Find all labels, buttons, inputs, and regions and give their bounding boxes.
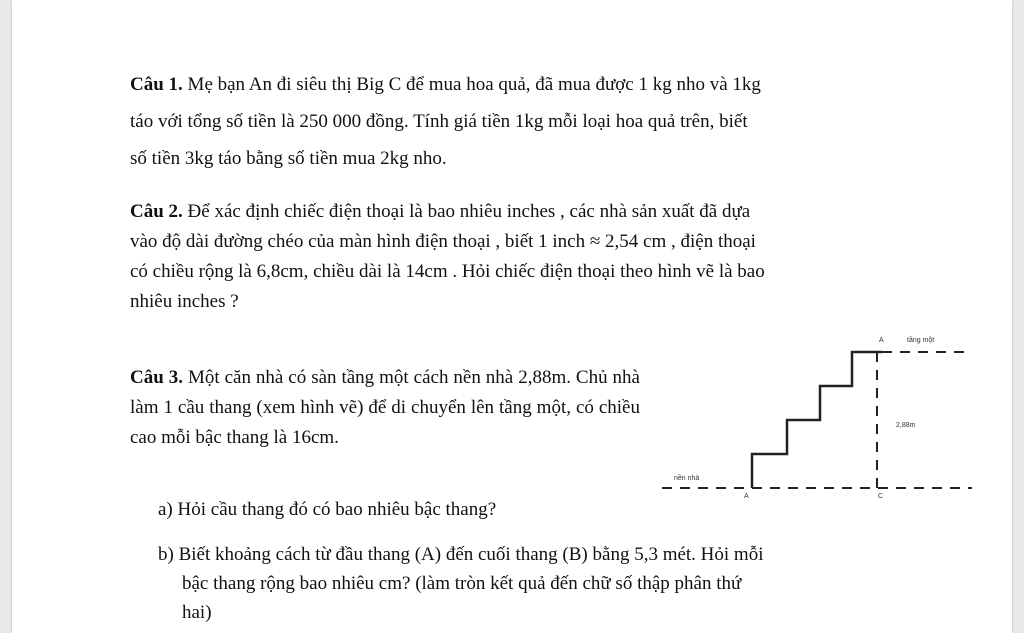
- question-3b: [158, 540, 903, 627]
- question-2-line-1: Để xác định chiếc điện thoại là bao nhiêu inches , các nhà sản xuất đã dựa: [182, 201, 751, 222]
- question-2: [130, 197, 910, 317]
- document-page: [12, 0, 1012, 633]
- floor-label: nền nhà: [674, 475, 700, 482]
- question-1-line-2: táo với tổng số tiền là 250 000 đồng. Tính giá tiền 1kg mỗi loại hoa quả trên, biết: [130, 111, 748, 132]
- question-3: [130, 363, 640, 453]
- question-2-line-4: nhiêu inches ?: [130, 291, 239, 312]
- point-c-label: C: [878, 493, 884, 500]
- question-3-text: Một căn nhà có sàn tầng một cách nền nhà 2,88m. Chủ nhà làm 1 cầu thang (xem hình vẽ) để di chuyển lên tầng một, có chiều cao mỗi bậc thang là 16cm.: [130, 367, 640, 448]
- question-3b-line-1: b) Biết khoảng cách từ đầu thang (A) đến cuối thang (B) bằng 5,3 mét. Hỏi mỗi: [158, 544, 764, 565]
- height-label: 2,88m: [896, 422, 916, 429]
- question-3b-line-3: hai): [182, 602, 212, 623]
- question-1: [130, 66, 910, 177]
- question-2-line-2: vào độ dài đường chéo của màn hình điện thoại , biết 1 inch ≈ 2,54 cm , điện thoại: [130, 231, 756, 252]
- question-3b-line-2: bậc thang rộng bao nhiêu cm? (làm tròn kết quả đến chữ số thập phân thứ: [182, 573, 742, 594]
- upper-floor-label: tầng một: [907, 337, 935, 344]
- question-2-label: Câu 2.: [130, 201, 183, 222]
- staircase-figure: [652, 330, 982, 505]
- question-1-line-3: số tiền 3kg táo bằng số tiền mua 2kg nho.: [130, 148, 447, 169]
- question-3a: a) Hỏi cầu thang đó có bao nhiêu bậc thang?: [158, 499, 497, 520]
- question-1-label: Câu 1.: [130, 74, 183, 95]
- point-top-label: A: [879, 337, 884, 344]
- question-3-label: Câu 3.: [130, 367, 183, 388]
- point-a-label: A: [744, 493, 749, 500]
- question-2-line-3: có chiều rộng là 6,8cm, chiều dài là 14cm . Hỏi chiếc điện thoại theo hình vẽ là bao: [130, 261, 765, 282]
- question-1-line-1: Mẹ bạn An đi siêu thị Big C để mua hoa quả, đã mua được 1 kg nho và 1kg: [182, 74, 761, 95]
- staircase: [752, 352, 882, 488]
